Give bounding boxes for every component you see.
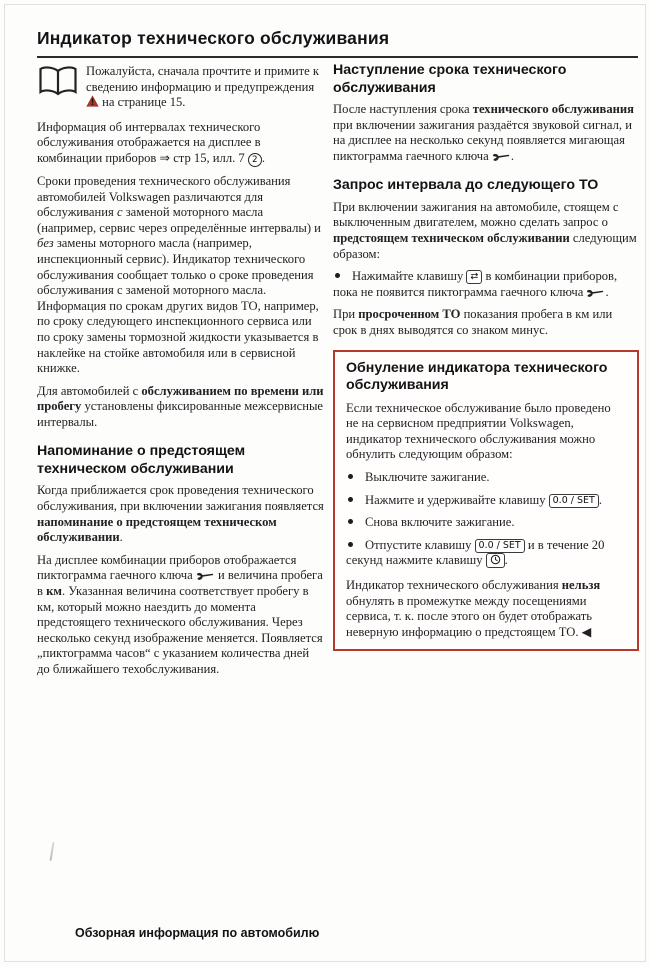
list-item-text: Нажмите и удерживайте клавишу 0.0 / SET .: [365, 492, 602, 507]
left-column: [37, 64, 324, 685]
paragraph: Для автомобилей с обслуживанием по времени или пробегу установлены фиксированные межсервисные интервалы.: [37, 383, 324, 429]
page-title: Индикатор технического обслуживания: [37, 28, 390, 48]
clock-button-key: [486, 553, 505, 568]
list-item: [346, 515, 626, 531]
section-heading: Обнуление индикатора технического обслуживания: [346, 359, 608, 394]
figure-callout-number: 2: [248, 153, 262, 167]
list-item: [333, 269, 639, 300]
paragraph: Если техническое обслуживание было проведено не на сервисном предприятии Volkswagen, индикатор технического обслуживания можно обнулить следующим образом:: [346, 400, 611, 462]
paragraph: После наступления срока технического обслуживания при включении зажигания раздаётся звуковой сигнал, и на дисплее на несколько секунд появляется мигающая пиктограмма гаечного ключа .: [333, 102, 634, 163]
instrument-button-key: 0.0 / SET: [475, 539, 525, 553]
right-column: [333, 62, 639, 651]
instrument-button-key: ⇄: [466, 270, 482, 284]
bullet-dot: [348, 497, 353, 502]
bullet-dot: [348, 519, 353, 524]
list-item: [346, 470, 626, 486]
title-rule: [37, 56, 638, 58]
note-text: Пожалуйста, сначала прочтите и примите к сведению информацию и предупреждения на странице 15.: [86, 64, 319, 110]
list-item: [346, 493, 626, 509]
wrench-icon: [586, 285, 605, 301]
bullet-dot: [335, 273, 340, 278]
section-heading: Запрос интервала до следующего ТО: [333, 177, 599, 194]
list-item-text: Выключите зажигание.: [365, 470, 490, 484]
paragraph: При просроченном ТО показания пробега в км или срок в днях выводятся со знаком минус.: [333, 307, 613, 338]
paragraph: Сроки проведения технического обслуживания автомобилей Volkswagen различаются для обслуживания с заменой моторного масла (например, сервис через определённые интервалы) и без замены моторного масла (например, инспекционный сервис). Индикатор технического обслуживания сообщает только о сроке проведения обслуживания с заменой моторного масла. Информация по срокам других видов ТО, например, по сроку следующего инспекционного сервиса или по сроку замены тормозной жидкости указывается в наклейке на стойке автомобиля или в сервисной книжке.: [37, 173, 321, 376]
instrument-button-key: 0.0 / SET: [549, 494, 599, 508]
paragraph: Информация об интервалах технического обслуживания отображается на дисплее в комбинации приборов ⇒ стр 15, илл. 7 2 .: [37, 119, 266, 165]
list-item-text: Снова включите зажигание.: [365, 515, 515, 530]
open-book-icon: [37, 65, 79, 97]
paragraph: На дисплее комбинации приборов отображается пиктограмма гаечного ключа и величина пробега в км. Указанная величина соответствует пробегу в км, который можно наездить до момента предстоящего технического обслуживания. Через несколько секунд изображение меняется. Появляется „пиктограмма часов“ с указанием количества дней до ближайшего техобслуживания.: [37, 552, 323, 676]
scan-artifact-mark: [50, 842, 55, 861]
warning-triangle-icon: [86, 95, 99, 111]
list-item-text: Нажимайте клавишу ⇄ в комбинации приборов, пока не появится пиктограмма гаечного ключа .: [333, 269, 618, 299]
wrench-icon: [196, 568, 215, 584]
list-item: [346, 538, 626, 569]
read-first-note: [37, 64, 324, 111]
highlighted-section-box: [333, 350, 639, 652]
bullet-dot: [348, 474, 353, 479]
paragraph: Индикатор технического обслуживания нельзя обнулять в промежутке между посещениями сервиса, т. к. после этого он будет отображать неверную информацию о предстоящем ТО. ◀: [346, 577, 601, 639]
paragraph: Когда приближается срок проведения технического обслуживания, при включении зажигания появляется напоминание о предстоящем техническом обслуживании.: [37, 483, 324, 545]
bullet-dot: [348, 542, 353, 547]
wrench-icon: [492, 149, 511, 165]
paragraph: При включении зажигания на автомобиле, стоящем с выключенным двигателем, можно сделать запрос о предстоящем техническом обслуживании следующим образом:: [333, 199, 637, 261]
list-item-text: Отпустите клавишу 0.0 / SET и в течение 20 секунд нажмите клавишу .: [346, 537, 605, 568]
footer-section-label: Обзорная информация по автомобилю: [75, 926, 320, 940]
section-heading: Наступление срока технического обслуживания: [333, 62, 567, 96]
section-heading: Напоминание о предстоящем техническом обслуживании: [37, 443, 246, 477]
